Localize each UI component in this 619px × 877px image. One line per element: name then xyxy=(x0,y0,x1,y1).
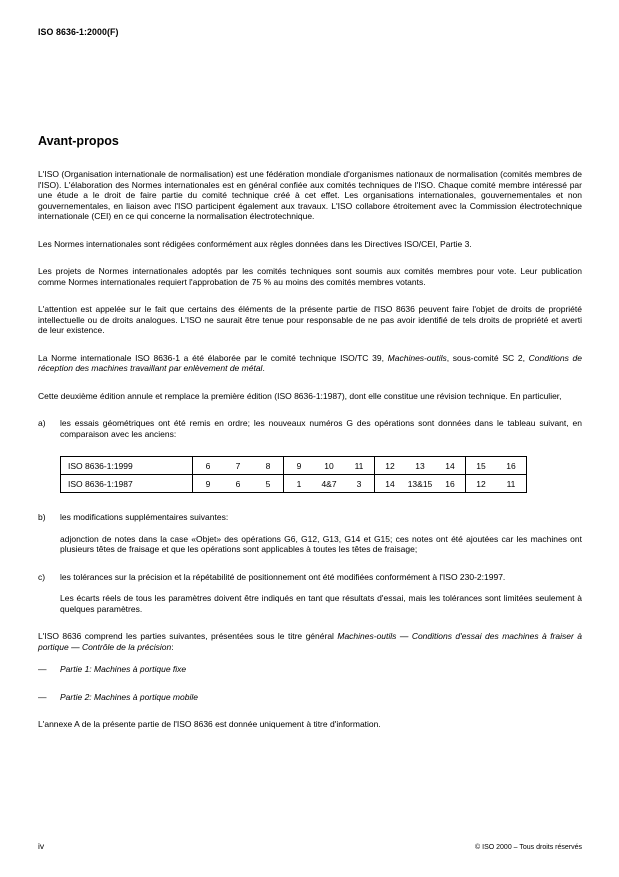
list-marker-c: c) xyxy=(38,571,46,582)
table-cell: 7 xyxy=(235,460,241,471)
foreword-title: Avant-propos xyxy=(38,134,119,148)
italic-run: Machines-outils xyxy=(387,352,447,363)
table-cell: 13&15 xyxy=(405,475,435,493)
table-cell: 9 xyxy=(193,475,224,493)
table-cell: 16 xyxy=(435,475,466,493)
paragraph-committee xyxy=(38,353,582,374)
table-cell: 6 xyxy=(193,457,224,475)
text-run: L'ISO 8636 comprend les parties suivantes, présentées sous le titre général xyxy=(38,631,338,641)
text-run: : xyxy=(171,641,174,652)
table-cell: 14 xyxy=(375,475,406,493)
dash-marker: — xyxy=(38,691,47,702)
row-label-1999: ISO 8636-1:1999 xyxy=(68,460,133,471)
dash-item-part1 xyxy=(38,664,582,675)
paragraph-edition: Cette deuxième édition annule et remplace la première édition (ISO 8636-1:1987), dont elle constitue une révision technique. En particulier, xyxy=(38,390,562,401)
table-cell: 16 xyxy=(506,460,516,471)
table-cell: 14 xyxy=(445,460,455,471)
table-row-1999 xyxy=(61,457,527,475)
page-header xyxy=(38,27,119,37)
part1-title: Partie 1: Machines à portique fixe xyxy=(60,664,187,674)
list-item-a xyxy=(38,418,582,439)
comparison-table xyxy=(60,456,527,493)
part2-title: Partie 2: Machines à portique mobile xyxy=(60,691,198,702)
table-cell: 9 xyxy=(284,457,315,475)
table-cell: 12 xyxy=(375,457,406,475)
dash-item-part2 xyxy=(38,692,582,703)
italic-run: Conditions de réception des machines travaillant par enlèvement de métal xyxy=(38,352,583,373)
page-number: iv xyxy=(38,841,45,851)
table-cell: 12 xyxy=(466,475,497,493)
text-run: , sous-comité SC 2, xyxy=(446,352,529,363)
table-cell: 11 xyxy=(354,460,364,471)
table-cell: 5 xyxy=(253,475,284,493)
list-text-a: les essais géométriques ont été remis en ordre; les nouveaux numéros G des opérations sont données dans le tableau suivant, en comparaison avec les anciens: xyxy=(60,418,582,439)
table-cell: 11 xyxy=(496,475,527,493)
table-cell: 8 xyxy=(265,460,271,471)
text-run: . xyxy=(262,363,265,373)
paragraph-directives: Les Normes internationales sont rédigées conformément aux règles données dans les Directives ISO/CEI, Partie 3. xyxy=(38,238,472,249)
list-item-b xyxy=(38,512,582,523)
list-text-b: les modifications supplémentaires suivantes: xyxy=(60,512,229,522)
paragraph-vote: Les projets de Normes internationales adoptés par les comités techniques sont soumis aux comités membres pour vote. Leur publication comme Normes internationales requiert l'approbation de 75 % au moins des comités membres votants. xyxy=(38,266,582,287)
table-cell: 13 xyxy=(415,460,425,471)
table-row-1987 xyxy=(61,475,527,493)
table-cell: 15 xyxy=(466,457,497,475)
table-cell: 4&7 xyxy=(314,475,344,493)
list-item-c xyxy=(38,572,582,583)
list-marker-a: a) xyxy=(38,418,46,428)
italic-run: Machines-outils — Conditions d'essai des machines à fraiser à portique — Contrôle de la précision xyxy=(38,631,582,652)
list-marker-b: b) xyxy=(38,512,46,522)
document-reference: ISO 8636-1:2000(F) xyxy=(38,27,119,37)
paragraph-patents: L'attention est appelée sur le fait que certains des éléments de la présente partie de l'ISO 8636 peuvent faire l'objet de droits de propriété intellectuelle ou de droits analogues. L'ISO ne saurait être tenue pour responsable de ne pas avoir identifié de tels droits de propriété et averti de leur existence. xyxy=(38,304,582,335)
table-cell: 3 xyxy=(344,475,375,493)
paragraph-iso-intro: L'ISO (Organisation internationale de normalisation) est une fédération mondiale d'organismes nationaux de normalisation (comités membres de l'ISO). L'élaboration des Normes internationales est en général confiée aux comités techniques de l'ISO. Chaque comité membre intéressé par une étude a le droit de faire partie du comité technique créé à cet effet. Les organisations internationales, gouvernementales et non gouvernementales, en liaison avec l'ISO participent également aux travaux. L'ISO collabore étroitement avec la Commission électrotechnique internationale (CEI) en ce qui concerne la normalisation électrotechnique. xyxy=(38,169,582,221)
list-sub-c: Les écarts réels de tous les paramètres doivent être indiqués en tant que résultats d'essai, mais les tolérances sont limitées seulement à quelques paramètres. xyxy=(60,593,582,614)
dash-marker: — xyxy=(38,664,47,674)
copyright-notice: © ISO 2000 – Tous droits réservés xyxy=(475,844,582,851)
text-run: La Norme internationale ISO 8636-1 a été élaborée par le comité technique ISO/TC 39, xyxy=(38,352,388,363)
paragraph-annex: L'annexe A de la présente partie de l'ISO 8636 est donnée uniquement à titre d'information. xyxy=(38,719,381,729)
list-sub-b: adjonction de notes dans la case «Objet» des opérations G6, G12, G13, G14 et G15; ces notes ont été ajoutées car les machines ont plusieurs têtes de fraisage et que les opérations sont applicables à toutes les têtes de fraisage; xyxy=(60,533,582,554)
table-cell: 10 xyxy=(324,460,334,471)
paragraph-series-title xyxy=(38,631,582,652)
row-label-1987: ISO 8636-1:1987 xyxy=(61,475,193,493)
page-footer xyxy=(38,841,582,851)
table-cell: 1 xyxy=(284,475,315,493)
list-text-c: les tolérances sur la précision et la répétabilité de positionnement ont été modifiées conformément à l'ISO 230-2:1997. xyxy=(60,571,506,582)
table-cell: 6 xyxy=(223,475,253,493)
page-content xyxy=(38,134,582,747)
